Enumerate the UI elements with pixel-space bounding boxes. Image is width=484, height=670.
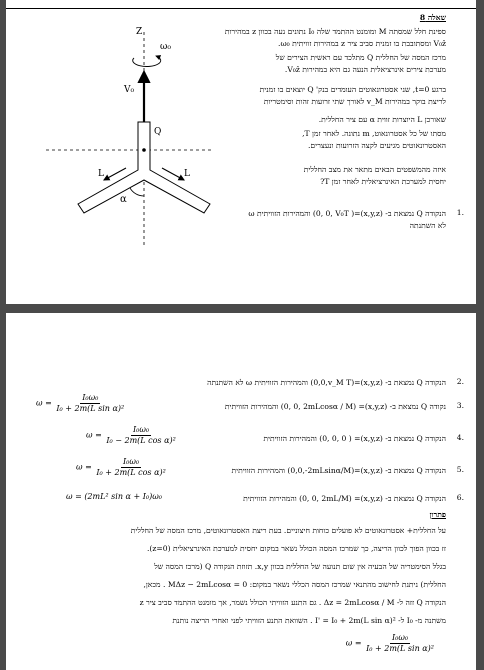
option-3-fraction — [54, 393, 126, 414]
rotation-arrow-icon — [133, 56, 161, 66]
option-4-numerator: I₀ω₀ — [133, 425, 150, 434]
solution-line-6: משתנה מ- I₀ ל- I' = I₀ + 2m(L sin α)² . השוואת התנע הזוויתי לפני ואחרי הריצה נותנת — [172, 616, 446, 625]
option-3-numerator: I₀ω₀ — [82, 393, 99, 402]
option-4-equation — [86, 425, 178, 446]
option-5-fraction — [94, 457, 167, 478]
header-rule — [6, 8, 476, 9]
solution-line-3: בגלל הסימטריה של הבעיה אין שום תנועה של החללית בכוון x,y. תזוזת הנקודה Q (מרכז המסה של — [154, 562, 446, 571]
q-point — [142, 148, 146, 152]
final-denominator: I₀ + 2m(L sin α)² — [366, 644, 434, 653]
intro-line-8: מסתו של כל אסטרונאוט, m נתונה. לאחר זמן T, — [302, 129, 446, 138]
solution-line-2: זז בכוון הפוך לכוון הריצה, כך שמרכז המסה הכולל נשאר במקום יחסית למערכת האינרציאלית (z=0). — [146, 544, 446, 553]
intro-line-2: V₀ẑ ומסתובבת בו זמנית סביב ציר z במהירות זוויתית ω₀. — [278, 39, 446, 48]
l-left-label: L — [98, 169, 104, 179]
intro-line-4: מערכת צירים אינרציאלית הנעה גם היא במהירות V₀ẑ. — [284, 65, 446, 74]
option-4-text: הנקודה Q נמצאת ב- (x,y,z)= ( 0, 0, 0) והמהירות הזוויתית — [263, 434, 446, 443]
option-5-text: הנקודה Q נמצאת ב- (x,y,z)=(0,0,-2mLsinα/M) והמהירות הזוויתית — [231, 466, 446, 475]
spaceship-body — [78, 122, 210, 213]
v0-label: V₀ — [124, 85, 135, 95]
intro-line-6: לריצת בוקר במהירות v_M לאורך שתי זרועות זהות וסימטריות — [263, 97, 446, 106]
question-line-1: איזה מהמשפטים הבאים מתאר את מצב החללית — [303, 165, 446, 174]
option-3-equation — [36, 393, 126, 414]
alpha-label: α — [120, 194, 127, 205]
option-5-number: 5. — [456, 465, 464, 474]
solution-line-1: על החללית+ אסטרונאוטים לא פועלים כוחות חיצוניים. בעת ריצת האסטרונאוטים, מרכז המסה של החללית — [130, 526, 446, 535]
omega-label: ω₀ — [160, 42, 171, 52]
option-3-text: נקודה Q נמצאת ב- (x,y,z)= (0, 0, 2mLcosα / M) והמהירות הזוויתית — [224, 402, 446, 411]
question-line-2: יחסית למערכת האינרציאלית לאחר זמן T? — [320, 177, 446, 186]
intro-line-9: האסטרונאוטים מגיעים לקצה הזרועות ונעצרים. — [307, 141, 446, 150]
option-4-denominator: I₀ − 2m(L cos α)² — [106, 436, 176, 445]
z-label: Z — [136, 27, 143, 37]
option-1-number: 1. — [456, 208, 464, 217]
option-6-number: 6. — [456, 493, 464, 502]
solution-line-5: הנקודה Q זזה ל- Δz = 2mLcosα / M . גם התנע הזוויתי הכולל נשמר, אך מומנט ההתמד סביב ציר z — [139, 598, 446, 607]
final-numerator: I₀ω₀ — [391, 633, 409, 642]
final-equation — [346, 633, 436, 654]
intro-line-7: שאורכן L היוצרות זווית α עם ציר החללית. — [318, 115, 446, 124]
l-right-label: L — [184, 169, 190, 179]
option-6-equation: ω = (2mL² sin α + I₀)ω₀ — [66, 492, 162, 501]
final-fraction — [364, 633, 436, 654]
option-5-numerator: I₀ω₀ — [123, 457, 140, 466]
option-2-text: הנקודה Q נמצאת ב- (x,y,z)=(0,0,v_M T) והמהירות הזוויתית ω לא השתנתה — [207, 378, 446, 387]
option-4-number: 4. — [456, 433, 464, 442]
option-6-text: הנקודה Q נמצאת ב- (x,y,z)= (0, 0, 2mL/M) והמהירות הזוויתית — [243, 494, 446, 503]
option-2-number: 2. — [456, 377, 464, 386]
option-4-fraction — [104, 425, 177, 446]
solution-line-4: החללית) ניתנת לחישוב מהתנאי שמרכז המסה הכללי נשאר במקום: MΔz − 2mLcosα = 0 . מכאן, — [143, 580, 446, 589]
spaceship-diagram — [6, 22, 216, 252]
option-5-denominator: I₀ + 2m(L cos α)² — [96, 468, 166, 477]
final-eq-lhs: ω = — [345, 638, 362, 648]
question-title: שאלה 8 — [419, 13, 446, 22]
solution-title: פתרון — [429, 510, 446, 519]
q-label: Q — [154, 127, 162, 137]
document-page-2 — [6, 313, 476, 670]
option-3-number: 3. — [456, 401, 464, 410]
option-5-eq-lhs: ω = — [76, 462, 92, 472]
intro-line-3: מרכז המסה של החללית Q מתלכד עם ראשית הצירים של — [275, 53, 446, 62]
document-page-1 — [6, 0, 476, 304]
option-3-denominator: I₀ + 2m(L sin α)² — [56, 404, 125, 413]
option-1-line-1: הנקודה Q נמצאת ב- (x,y,z)=( 0, 0, V₀T) והמהירות הזוויתית ω — [248, 209, 446, 218]
alpha-arc — [130, 188, 144, 196]
option-4-eq-lhs: ω = — [86, 430, 102, 440]
option-3-eq-lhs: ω = — [36, 398, 52, 408]
intro-line-1: ספינת חלל שמסתה M ומומנט ההתמד שלה I₀ נתונים נעה בכוון z במהירות — [224, 27, 446, 36]
option-1-line-2: לא השתנתה — [409, 221, 446, 230]
option-5-equation — [76, 457, 168, 478]
intro-line-5: ברגע t=0, שני אסטרונאוטים העומדים בנק' Q יוצאים בו זמנית — [259, 85, 446, 94]
